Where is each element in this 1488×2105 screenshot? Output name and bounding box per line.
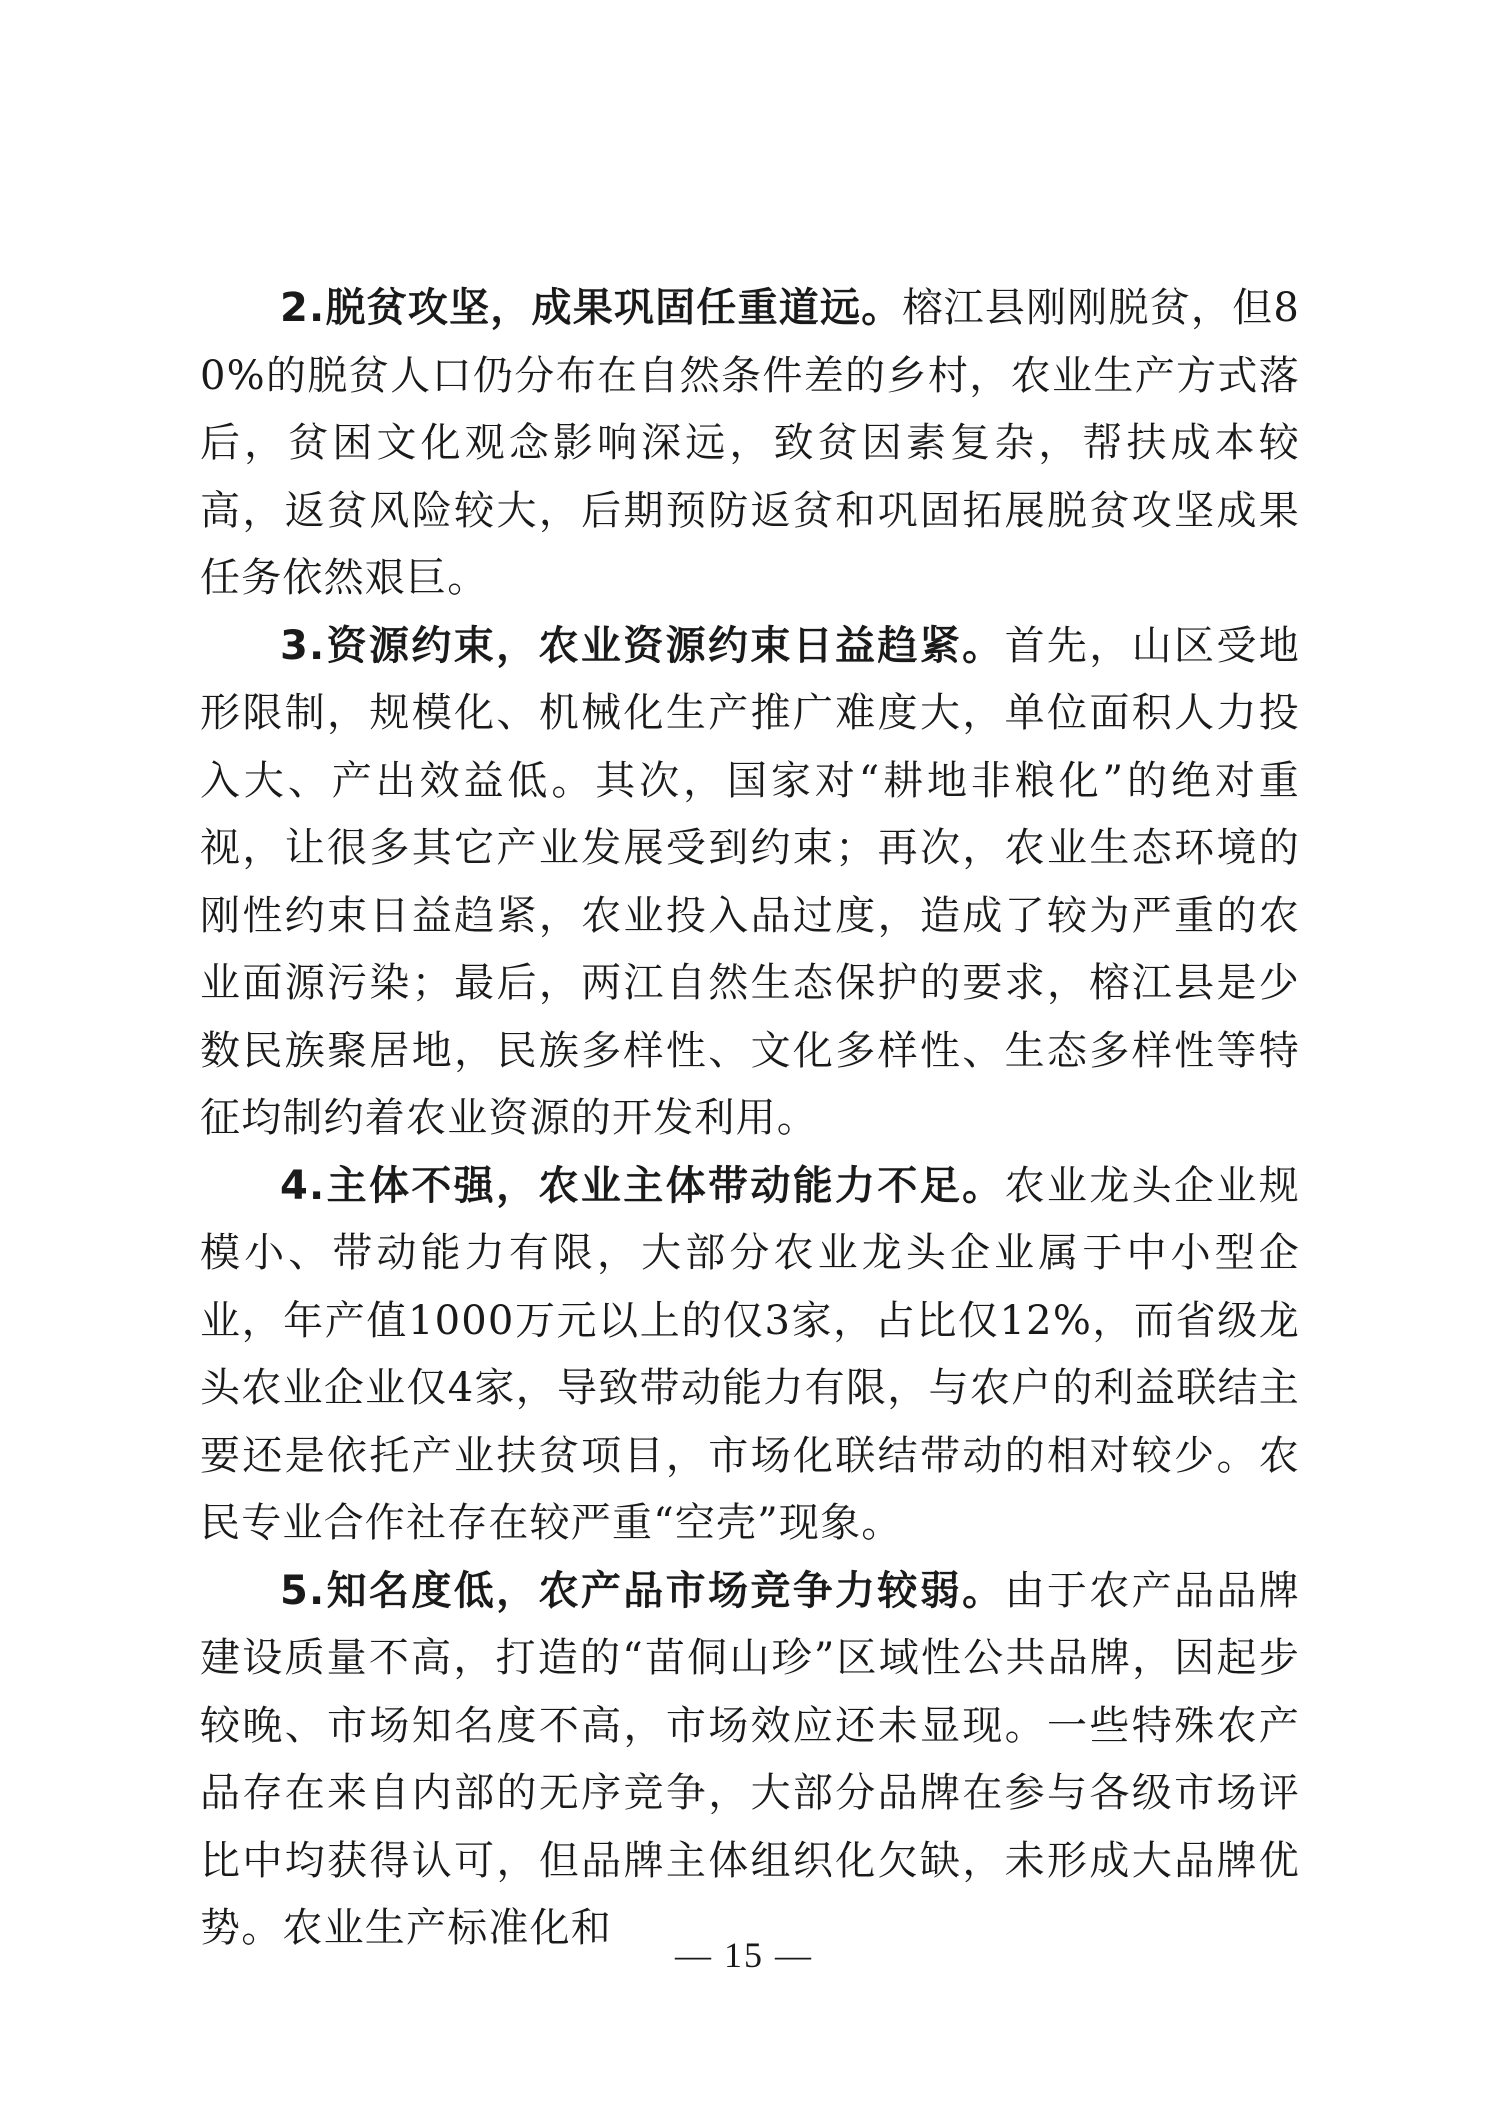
paragraph-heading: 5.知名度低，农产品市场竞争力较弱。 bbox=[280, 1567, 1005, 1614]
paragraph-resource-constraints bbox=[200, 613, 1300, 1153]
paragraph-text: 榕江县刚刚脱贫，但80%的脱贫人口仍分布在自然条件差的乡村，农业生产方式落后，贫困文化观念影响深远，致贫因素复杂，帮扶成本较高，返贫风险较大，后期预防返贫和巩固拓展脱贫攻坚成果任务依然艰巨。 bbox=[200, 285, 1301, 601]
paragraph-heading: 4.主体不强，农业主体带动能力不足。 bbox=[280, 1162, 1005, 1209]
paragraph-heading: 2.脱贫攻坚，成果巩固任重道远。 bbox=[280, 285, 903, 331]
paragraph-text: 农业龙头企业规模小、带动能力有限，大部分农业龙头企业属于中小型企业，年产值1000万元以上的仅3家，占比仅12%，而省级龙头农业企业仅4家，导致带动能力有限，与农户的利益联结主要还是依托产业扶贫项目，市场化联结带动的相对较少。农民专业合作社存在较严重“空壳”现象。 bbox=[200, 1162, 1300, 1546]
paragraph-poverty-alleviation bbox=[200, 275, 1300, 613]
paragraph-text: 由于农产品品牌建设质量不高，打造的“苗侗山珍”区域性公共品牌，因起步较晚、市场知名度不高，市场效应还未显现。一些特殊农产品存在来自内部的无序竞争，大部分品牌在参与各级市场评比中均获得认可，但品牌主体组织化欠缺，未形成大品牌优势。农业生产标准化和 bbox=[200, 1567, 1300, 1951]
paragraph-weak-entities bbox=[200, 1153, 1300, 1558]
paragraph-low-awareness bbox=[200, 1558, 1300, 1963]
document-body bbox=[200, 275, 1300, 1963]
page-number: — 15 — bbox=[675, 1935, 813, 1975]
paragraph-heading: 3.资源约束，农业资源约束日益趋紧。 bbox=[280, 622, 1005, 669]
paragraph-text: 首先，山区受地形限制，规模化、机械化生产推广难度大，单位面积人力投入大、产出效益低。其次，国家对“耕地非粮化”的绝对重视，让很多其它产业发展受到约束；再次，农业生态环境的刚性约束日益趋紧，农业投入品过度，造成了较为严重的农业面源污染；最后，两江自然生态保护的要求，榕江县是少数民族聚居地，民族多样性、文化多样性、生态多样性等特征均制约着农业资源的开发利用。 bbox=[200, 622, 1300, 1141]
